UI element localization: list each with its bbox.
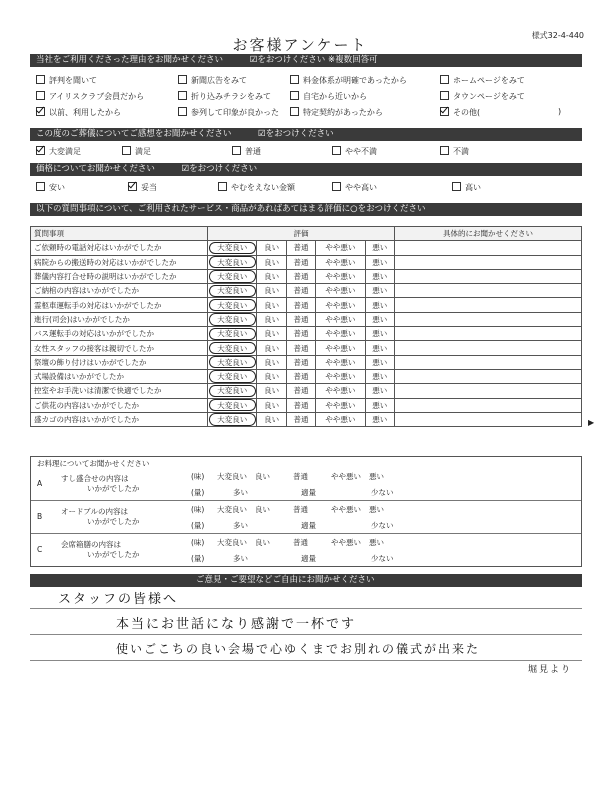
question-text: 進行(司会)はいかがでしたか <box>31 312 208 326</box>
section1-band <box>30 54 582 67</box>
rating-option[interactable]: 悪い <box>365 369 394 383</box>
taste-rating-option[interactable]: 悪い <box>369 538 384 547</box>
question-text: 病院からの搬送時の対応はいかがでしたか <box>31 255 208 269</box>
rating-option[interactable]: 悪い <box>365 255 394 269</box>
option-label: 評判を聞いて <box>49 76 97 85</box>
rating-option[interactable]: 良い <box>257 384 286 398</box>
checkbox-icon[interactable] <box>218 182 227 191</box>
option-label: 参列して印象が良かった <box>191 108 279 117</box>
option-label: やや不満 <box>345 147 377 156</box>
col-comment: 具体的にお聞かせください <box>395 227 582 241</box>
reason-option[interactable] <box>36 91 144 102</box>
taste-label: (味) <box>191 538 205 547</box>
rating-option[interactable]: やや悪い <box>316 398 365 412</box>
food-item-key: A <box>37 479 43 488</box>
table-row <box>31 312 582 326</box>
taste-rating-option[interactable]: 大変良い <box>217 505 247 514</box>
quantity-high[interactable]: 多い <box>233 488 248 497</box>
rating-option[interactable]: 悪い <box>365 355 394 369</box>
rating-option[interactable]: やや悪い <box>316 284 365 298</box>
reason-option[interactable] <box>178 91 271 102</box>
food-section <box>30 456 582 567</box>
food-item-label: いかがでしたか <box>87 484 140 493</box>
taste-rating-option[interactable]: 普通 <box>293 505 308 514</box>
reason-option[interactable] <box>36 75 97 86</box>
rating-option[interactable]: 大変良い <box>208 398 257 412</box>
comments-heading: ご意見・ご要望などご自由にお聞かせください <box>196 575 375 585</box>
table-row <box>31 355 582 369</box>
rating-option[interactable]: やや悪い <box>316 298 365 312</box>
rating-option[interactable]: やや悪い <box>316 269 365 283</box>
reason-option[interactable] <box>440 75 525 86</box>
checkbox-icon[interactable] <box>440 75 449 84</box>
question-text: 控室やお手洗いは清潔で快適でしたか <box>31 384 208 398</box>
reason-option[interactable] <box>36 107 121 118</box>
rating-option[interactable]: 大変良い <box>208 412 257 426</box>
quantity-high[interactable]: 多い <box>233 521 248 530</box>
checkbox-icon[interactable] <box>36 146 45 155</box>
option-label: 折り込みチラシをみて <box>191 92 271 101</box>
checkbox-icon[interactable] <box>232 146 241 155</box>
checkbox-icon[interactable] <box>452 182 461 191</box>
price-option[interactable] <box>36 182 65 193</box>
taste-rating-option[interactable]: やや悪い <box>331 472 361 481</box>
rating-option[interactable]: 良い <box>257 284 286 298</box>
table-row <box>31 398 582 412</box>
table-row <box>31 298 582 312</box>
rating-option[interactable]: 普通 <box>286 412 315 426</box>
option-label: アイリスクラブ会員だから <box>49 92 145 101</box>
checkbox-icon[interactable] <box>290 75 299 84</box>
rating-option[interactable]: 良い <box>257 355 286 369</box>
impression-option[interactable] <box>232 146 261 157</box>
food-item-key: B <box>37 512 43 521</box>
rating-option[interactable]: 良い <box>257 412 286 426</box>
reason-option[interactable] <box>178 107 279 118</box>
option-label: 妥当 <box>141 183 157 192</box>
price-option[interactable] <box>128 182 157 193</box>
rating-option[interactable]: 普通 <box>286 398 315 412</box>
reason-option[interactable] <box>290 107 383 118</box>
page-arrow-icon: ▶ <box>588 418 595 427</box>
impression-option[interactable] <box>332 146 377 157</box>
checkbox-icon[interactable] <box>128 182 137 191</box>
food-divider <box>31 500 581 501</box>
comment-cell[interactable] <box>395 341 582 355</box>
question-text: 葬儀内容打合せ時の説明はいかがでしたか <box>31 269 208 283</box>
quantity-low[interactable]: 少ない <box>371 488 394 497</box>
option-label: 不満 <box>453 147 469 156</box>
rating-option[interactable]: 大変良い <box>208 255 257 269</box>
food-item-key: C <box>37 545 43 554</box>
table-row <box>31 412 582 426</box>
checkbox-icon[interactable] <box>440 146 449 155</box>
quantity-low[interactable]: 少ない <box>371 554 394 563</box>
checkbox-icon[interactable] <box>122 146 131 155</box>
rating-option[interactable]: 悪い <box>365 284 394 298</box>
comment-cell[interactable] <box>395 312 582 326</box>
taste-rating-option[interactable]: やや悪い <box>331 538 361 547</box>
checkbox-icon[interactable] <box>290 91 299 100</box>
rating-option[interactable]: 悪い <box>365 298 394 312</box>
rating-option[interactable]: 悪い <box>365 398 394 412</box>
question-text: 式場設備はいかがでしたか <box>31 369 208 383</box>
rating-option[interactable]: 良い <box>257 298 286 312</box>
comment-cell[interactable] <box>395 369 582 383</box>
section2-heading: この度のご葬儀についてご感想をお聞かせください <box>36 129 232 139</box>
comment-cell[interactable] <box>395 284 582 298</box>
checkbox-icon[interactable] <box>332 182 341 191</box>
checkbox-icon[interactable] <box>440 91 449 100</box>
rating-option[interactable]: やや悪い <box>316 327 365 341</box>
comment-line-2: 本当にお世話になり感謝で一杯です <box>116 617 357 632</box>
table-row <box>31 341 582 355</box>
section1-heading: 当社をご利用くださった理由をお聞かせください <box>36 55 224 65</box>
comment-cell[interactable] <box>395 384 582 398</box>
option-label: その他( <box>453 108 481 117</box>
form-title: お客様アンケート <box>232 36 368 54</box>
reason-option[interactable] <box>290 91 367 102</box>
reason-option[interactable] <box>440 91 525 102</box>
rating-option[interactable]: 良い <box>257 241 286 255</box>
rating-option[interactable]: 普通 <box>286 369 315 383</box>
comment-line <box>30 608 582 609</box>
taste-label: (味) <box>191 472 205 481</box>
option-label: やや高い <box>345 183 377 192</box>
table-row <box>31 284 582 298</box>
checkbox-icon[interactable] <box>178 75 187 84</box>
section3-band <box>30 163 582 176</box>
rating-option[interactable]: 普通 <box>286 341 315 355</box>
table-row <box>31 327 582 341</box>
checkbox-icon[interactable] <box>36 107 45 116</box>
col-rating: 評価 <box>208 227 395 241</box>
taste-rating-option[interactable]: 良い <box>255 538 270 547</box>
option-label: 以前、利用したから <box>49 108 121 117</box>
col-question: 質問事項 <box>31 227 208 241</box>
question-text: 祭壇の飾り付けはいかがでしたか <box>31 355 208 369</box>
taste-rating-option[interactable]: 悪い <box>369 505 384 514</box>
rating-option[interactable]: 良い <box>257 398 286 412</box>
rating-option[interactable]: やや悪い <box>316 412 365 426</box>
rating-option[interactable]: 普通 <box>286 384 315 398</box>
rating-option[interactable]: 良い <box>257 341 286 355</box>
quantity-label: (量) <box>191 554 205 563</box>
checkbox-icon[interactable] <box>36 91 45 100</box>
checkbox-icon[interactable] <box>36 182 45 191</box>
section2-band <box>30 128 582 141</box>
comment-cell[interactable] <box>395 327 582 341</box>
rating-option[interactable]: やや悪い <box>316 341 365 355</box>
food-divider <box>31 533 581 534</box>
rating-option[interactable]: 普通 <box>286 312 315 326</box>
rating-option[interactable]: 悪い <box>365 341 394 355</box>
rating-option[interactable]: 悪い <box>365 412 394 426</box>
taste-rating-option[interactable]: 悪い <box>369 472 384 481</box>
rating-option[interactable]: やや悪い <box>316 369 365 383</box>
price-option[interactable] <box>452 182 481 193</box>
form-number: 様式32-4-440 <box>531 31 584 40</box>
table-row <box>31 255 582 269</box>
question-text: ご依頼時の電話対応はいかがでしたか <box>31 241 208 255</box>
option-label: 安い <box>49 183 65 192</box>
option-label: タウンページをみて <box>453 92 525 101</box>
rating-option[interactable]: 大変良い <box>208 369 257 383</box>
rating-option[interactable]: 悪い <box>365 269 394 283</box>
comment-line-1: スタッフの皆様へ <box>58 592 179 607</box>
taste-rating-option[interactable]: やや悪い <box>331 505 361 514</box>
rating-option[interactable]: 普通 <box>286 298 315 312</box>
comment-line <box>30 660 582 661</box>
rating-option[interactable]: 普通 <box>286 327 315 341</box>
comment-cell[interactable] <box>395 398 582 412</box>
rating-option[interactable]: 悪い <box>365 384 394 398</box>
rating-option[interactable]: 普通 <box>286 255 315 269</box>
comment-line <box>30 634 582 635</box>
rating-option[interactable]: 悪い <box>365 327 394 341</box>
rating-option[interactable]: 良い <box>257 255 286 269</box>
checkbox-icon[interactable] <box>332 146 341 155</box>
question-text: バス運転手の対応はいかがでしたか <box>31 327 208 341</box>
rating-option[interactable]: 大変良い <box>208 284 257 298</box>
option-label: 大変満足 <box>49 147 81 156</box>
food-item-label: すし盛合せの内容は <box>61 474 129 483</box>
comment-cell[interactable] <box>395 298 582 312</box>
rating-option[interactable]: 大変良い <box>208 269 257 283</box>
checkbox-icon[interactable] <box>178 107 187 116</box>
quantity-label: (量) <box>191 488 205 497</box>
rating-option[interactable]: 良い <box>257 369 286 383</box>
taste-rating-option[interactable]: 良い <box>255 505 270 514</box>
option-label: 普通 <box>245 147 261 156</box>
quantity-mid[interactable]: 適量 <box>301 488 316 497</box>
rating-option[interactable]: 普通 <box>286 355 315 369</box>
impression-option[interactable] <box>36 146 81 157</box>
table-row <box>31 241 582 255</box>
checkbox-icon[interactable] <box>290 107 299 116</box>
rating-option[interactable]: 良い <box>257 327 286 341</box>
rating-option[interactable]: 普通 <box>286 241 315 255</box>
comment-cell[interactable] <box>395 355 582 369</box>
taste-rating-option[interactable]: 普通 <box>293 472 308 481</box>
rating-option[interactable]: 良い <box>257 269 286 283</box>
option-label: 自宅から近いから <box>303 92 367 101</box>
food-item-label: オードブルの内容は <box>61 507 128 516</box>
rating-option[interactable]: やや悪い <box>316 355 365 369</box>
table-row <box>31 369 582 383</box>
price-option[interactable] <box>218 182 295 193</box>
comment-cell[interactable] <box>395 241 582 255</box>
section1-note: ☑をおつけください ※複数回答可 <box>249 55 378 65</box>
option-label: ホームページをみて <box>453 76 525 85</box>
quantity-mid[interactable]: 適量 <box>301 521 316 530</box>
section2-note: ☑をおつけください <box>258 129 334 139</box>
reason-option[interactable] <box>290 75 407 86</box>
option-label: 特定契約があったから <box>303 108 383 117</box>
checkbox-icon[interactable] <box>178 91 187 100</box>
rating-option[interactable]: 悪い <box>365 312 394 326</box>
comment-cell[interactable] <box>395 412 582 426</box>
food-item-label: いかがでしたか <box>87 517 140 526</box>
impression-option[interactable] <box>122 146 151 157</box>
taste-label: (味) <box>191 505 205 514</box>
price-option[interactable] <box>332 182 377 193</box>
taste-rating-option[interactable]: 大変良い <box>217 538 247 547</box>
question-text: 霊柩車運転手の対応はいかがでしたか <box>31 298 208 312</box>
comments-band <box>30 574 582 587</box>
reason-option[interactable] <box>178 75 247 86</box>
rating-option[interactable]: 大変良い <box>208 327 257 341</box>
option-label: やむをえない金額 <box>231 183 295 192</box>
rating-option[interactable]: 悪い <box>365 241 394 255</box>
section3-note: ☑をおつけください <box>181 164 258 174</box>
rating-table <box>30 226 582 427</box>
quantity-low[interactable]: 少ない <box>371 521 394 530</box>
taste-rating-option[interactable]: 大変良い <box>217 472 247 481</box>
comment-cell[interactable] <box>395 255 582 269</box>
rating-option[interactable]: 普通 <box>286 284 315 298</box>
option-label: 料金体系が明確であったから <box>303 76 407 85</box>
rating-option[interactable]: 大変良い <box>208 312 257 326</box>
section3-heading: 価格についてお聞かせください <box>36 164 155 174</box>
question-text: ご納棺の内容はいかがでしたか <box>31 284 208 298</box>
rating-option[interactable]: 大変良い <box>208 241 257 255</box>
food-heading: お料理についてお聞かせください <box>37 459 150 468</box>
impression-option[interactable] <box>440 146 469 157</box>
rating-option[interactable]: 大変良い <box>208 355 257 369</box>
rating-option[interactable]: やや悪い <box>316 312 365 326</box>
rating-option[interactable]: 大変良い <box>208 384 257 398</box>
table-row <box>31 269 582 283</box>
rating-option[interactable]: 普通 <box>286 269 315 283</box>
checkbox-icon[interactable] <box>440 107 449 116</box>
taste-rating-option[interactable]: 良い <box>255 472 270 481</box>
rating-option[interactable]: 良い <box>257 312 286 326</box>
question-text: ご供花の内容はいかがでしたか <box>31 398 208 412</box>
rating-option[interactable]: やや悪い <box>316 384 365 398</box>
quantity-label: (量) <box>191 521 205 530</box>
comment-line-3: 使いごこちの良い会場で心ゆくまでお別れの儀式が出来た <box>116 642 481 656</box>
food-item-label: いかがでしたか <box>87 550 140 559</box>
question-text: 盛カゴの内容はいかがでしたか <box>31 412 208 426</box>
comment-cell[interactable] <box>395 269 582 283</box>
quantity-mid[interactable]: 適量 <box>301 554 316 563</box>
rating-option[interactable]: 大変良い <box>208 298 257 312</box>
taste-rating-option[interactable]: 普通 <box>293 538 308 547</box>
reason-option[interactable] <box>440 107 480 118</box>
checkbox-icon[interactable] <box>36 75 45 84</box>
section4-band <box>30 203 582 216</box>
rating-table-header <box>31 227 582 241</box>
food-item-label: 会席箱膳の内容は <box>61 540 121 549</box>
option-label: 満足 <box>135 147 151 156</box>
other-close-paren: ) <box>558 107 562 116</box>
option-label: 高い <box>465 183 481 192</box>
question-text: 女性スタッフの接客は親切でしたか <box>31 341 208 355</box>
table-row <box>31 384 582 398</box>
rating-option[interactable]: やや悪い <box>316 255 365 269</box>
rating-option[interactable]: やや悪い <box>316 241 365 255</box>
quantity-high[interactable]: 多い <box>233 554 248 563</box>
signature: 堀見より <box>528 665 573 675</box>
rating-option[interactable]: 大変良い <box>208 341 257 355</box>
option-label: 新聞広告をみて <box>191 76 247 85</box>
section4-heading: 以下の質問事項について、ご利用されたサービス・商品があればあてはまる評価に○をおつけください <box>36 204 426 214</box>
